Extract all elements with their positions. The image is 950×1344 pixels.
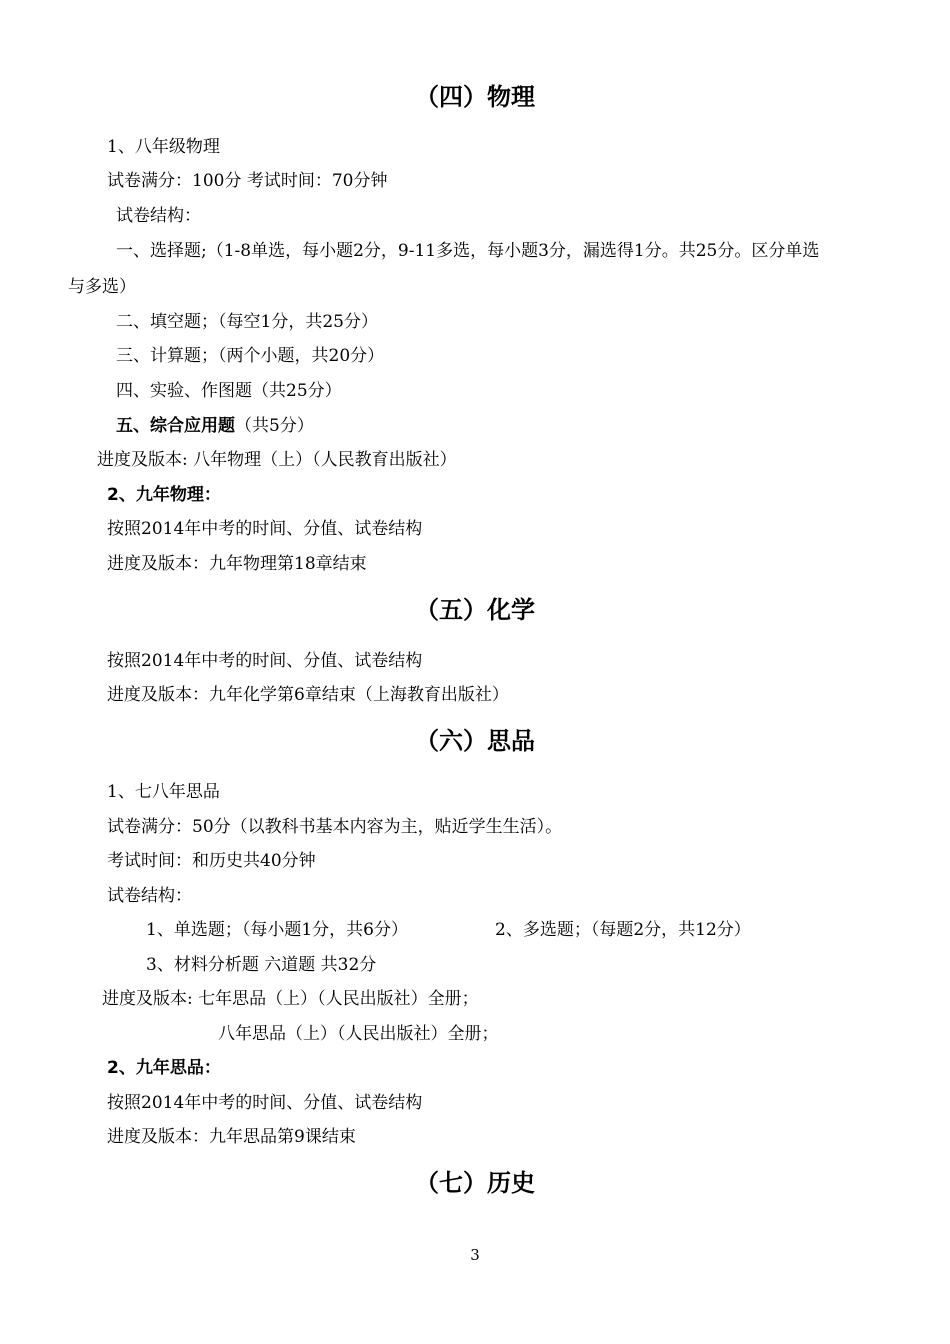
physics-item-5-bold: 五、综合应用题: [116, 416, 235, 436]
civics-grade9-title: 2、九年思品：: [107, 1058, 221, 1078]
civics-structure-label: 试卷结构：: [107, 886, 192, 906]
physics-grade9-rule: 按照2014年中考的时间、分值、试卷结构: [107, 519, 423, 539]
physics-item-1-cont: 与多选）: [68, 277, 136, 297]
physics-item-4: 四、实验、作图题（共25分）: [116, 381, 342, 401]
civics-grade9-rule: 按照2014年中考的时间、分值、试卷结构: [107, 1093, 423, 1113]
physics-grade8-title: 1、八年级物理: [107, 137, 220, 157]
civics-item-1: 1、单选题；（每小题1分，共6分）: [146, 920, 408, 940]
civics-version-2: 八年思品（上）（人民出版社）全册；: [218, 1024, 499, 1044]
civics-time: 考试时间：和历史共40分钟: [107, 851, 316, 871]
civics-item-2: 2、多选题；（每题2分，共12分）: [495, 920, 751, 940]
heading-physics: （四）物理: [415, 83, 535, 111]
civics-grade9-version: 进度及版本：九年思品第9课结束: [107, 1127, 356, 1147]
heading-chemistry: （五）化学: [415, 596, 535, 624]
physics-structure-label: 试卷结构：: [116, 206, 201, 226]
civics-item-3: 3、材料分析题 六道题 共32分: [146, 955, 377, 975]
physics-item-2: 二、填空题；（每空1分，共25分）: [116, 312, 378, 332]
physics-item-5: [116, 415, 314, 437]
physics-item-5-rest: （共5分）: [235, 416, 314, 436]
physics-grade9-title: 2、九年物理：: [107, 485, 221, 505]
page-number: 3: [470, 1246, 480, 1264]
physics-score-time: 试卷满分：100分 考试时间：70分钟: [107, 171, 388, 191]
chemistry-rule: 按照2014年中考的时间、分值、试卷结构: [107, 651, 423, 671]
heading-civics: （六）思品: [415, 727, 535, 755]
heading-history: （七）历史: [415, 1169, 535, 1197]
civics-score: 试卷满分：50分（以教科书基本内容为主，贴近学生生活）。: [107, 817, 563, 837]
physics-version: 进度及版本: 八年物理（上）（人民教育出版社）: [97, 450, 457, 470]
civics-version-1: 进度及版本: 七年思品（上）（人民出版社）全册；: [102, 989, 479, 1009]
chemistry-version: 进度及版本：九年化学第6章结束（上海教育出版社）: [107, 685, 509, 705]
physics-item-1: 一、选择题;（1-8单选，每小题2分，9-11多选，每小题3分，漏选得1分。共25分。区分单选: [116, 241, 820, 261]
physics-grade9-version: 进度及版本：九年物理第18章结束: [107, 554, 367, 574]
physics-item-3: 三、计算题；（两个小题，共20分）: [116, 346, 385, 366]
civics-grade78-title: 1、七八年思品: [107, 782, 220, 802]
